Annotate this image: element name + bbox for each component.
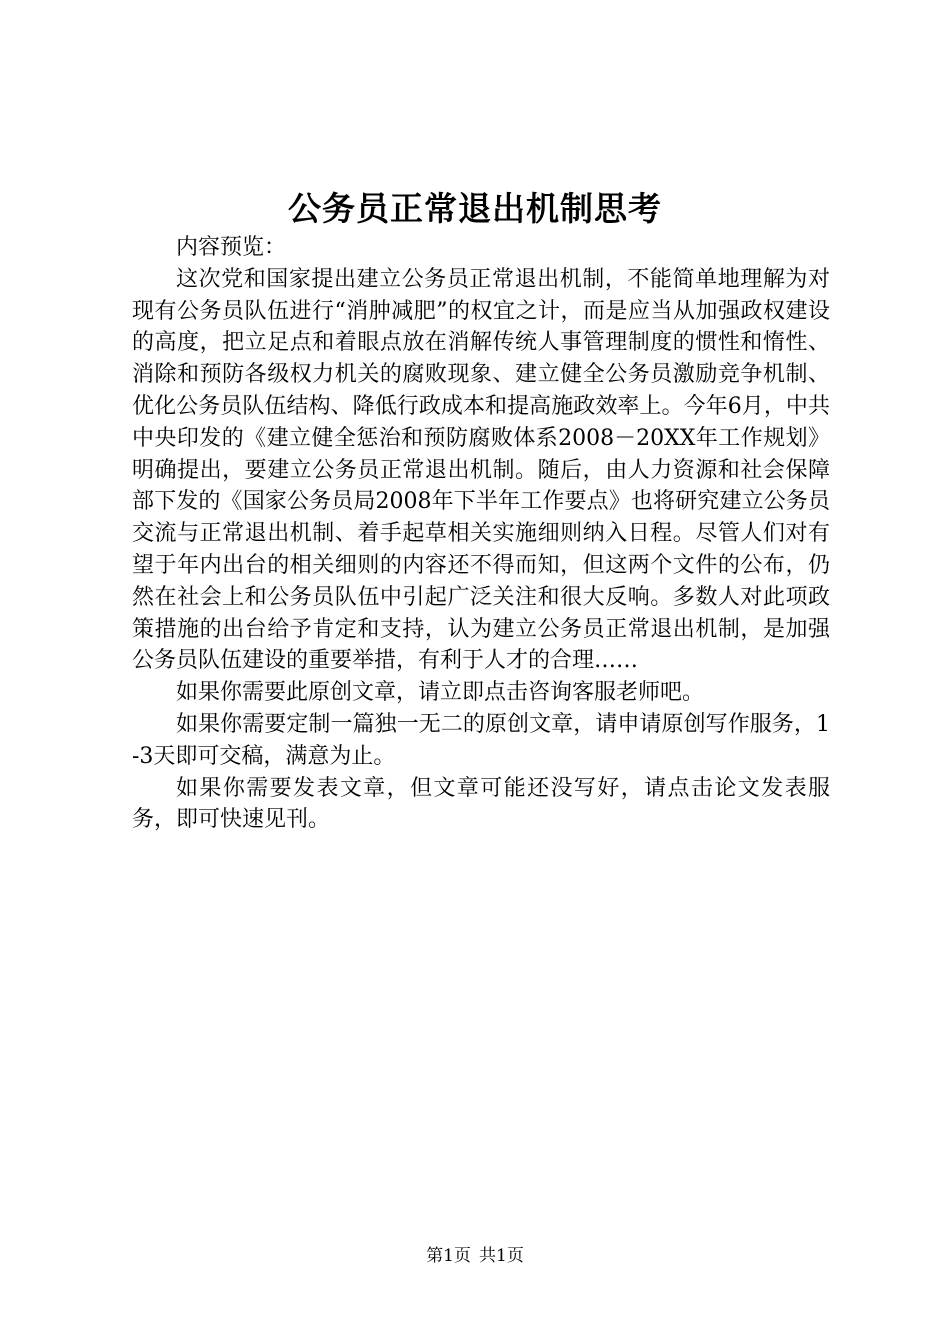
document-title: 公务员正常退出机制思考 — [288, 189, 662, 228]
document-body — [132, 232, 830, 836]
body-paragraph-custom-writing: 如果你需要定制一篇独一无二的原创文章，请申请原创写作服务，1-3天即可交稿，满意为止。 — [132, 711, 830, 769]
page-footer — [0, 1244, 950, 1268]
page-number-total: 共1页 — [479, 1246, 524, 1266]
body-paragraph-publishing: 如果你需要发表文章，但文章可能还没写好，请点击论文发表服务，即可快速见刊。 — [132, 775, 830, 833]
preview-label: 内容预览： — [176, 235, 287, 260]
body-paragraph-main: 这次党和国家提出建立公务员正常退出机制，不能简单地理解为对现有公务员队伍进行“消肿减肥”的权宜之计，而是应当从加强政权建设的高度，把立足点和着眼点放在消解传统人事管理制度的惯性和惰性、消除和预防各级权力机关的腐败现象、建立健全公务员激励竞争机制、优化公务员队伍结构、降低行政成本和提高施政效率上。今年6月，中共中央印发的《建立健全惩治和预防腐败体系2008－20XX年工作规划》明确提出，要建立公务员正常退出机制。随后，由人力资源和社会保障部下发的《国家公务员局2008年下半年工作要点》也将研究建立公务员交流与正常退出机制、着手起草相关实施细则纳入日程。尽管人们对有望于年内出台的相关细则的内容还不得而知，但这两个文件的公布，仍然在社会上和公务员队伍中引起广泛关注和很大反响。多数人对此项政策措施的出台给予肯定和支持，认为建立公务员正常退出机制，是加强公务员队伍建设的重要举措，有利于人才的合理…… — [132, 266, 830, 674]
page-number-current: 第1页 — [426, 1246, 471, 1266]
body-paragraph-consult: 如果你需要此原创文章，请立即点击咨询客服老师吧。 — [176, 680, 705, 706]
